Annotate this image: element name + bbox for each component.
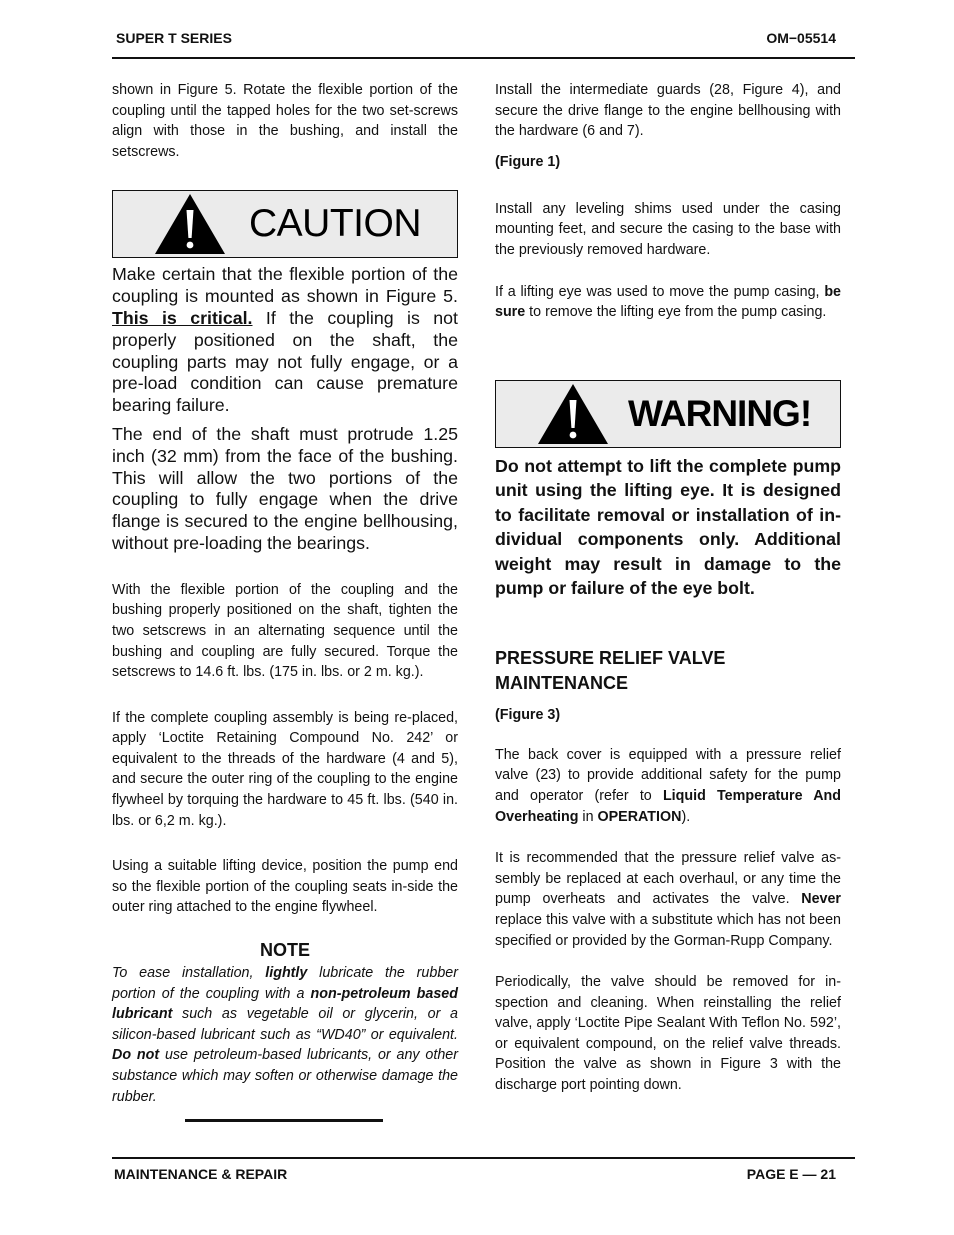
footer-section-title: MAINTENANCE & REPAIR [114,1166,288,1182]
header-rule [112,57,855,59]
paragraph-setscrew-torque: With the flexible portion of the coupling and the bushing properly positioned on the shaft, tighten the two setscrews in an alternating sequence until the bushing and coupling are fully secured. Torque the setscrews to 14.6 ft. lbs. (175 in. lbs. or 2 m. kg.). [112,581,458,681]
note-heading: NOTE [259,940,310,961]
note-text [112,963,458,1107]
valve-replacement-text-a: It is recommended that the pressure relief valve as-sembly be replaced at each overhaul, or any time the pump overheats and activates the valve. [495,850,841,908]
header-document-number: OM−05514 [766,30,836,46]
warning-label: WARNING! [628,392,812,434]
paragraph-coupling-replacement: If the complete coupling assembly is being re-placed, apply ‘Loctite Retaining Compound No. 242’ or equivalent to the threads of the hardware (4 and 5), and secure the outer ring of the coupling to the engine flywheel by torquing the hardware to 45 ft. lbs. (540 in. lbs. or 6,2 m. kg.). [112,709,458,829]
paragraph-valve-inspection: Periodically, the valve should be removed for in-spection and cleaning. When reinstalling the relief valve, apply ‘Loctite Pipe Sealant With Teflon No. 592’, or equivalent compound, on the relief valve threads. Position the valve as shown in Figure 3 with the discharge port pointing down. [495,974,841,1094]
paragraph-intermediate-guards: Install the intermediate guards (28, Figure 4), and secure the drive flange to the engine bellhousing with the hardware (6 and 7). [495,82,841,140]
caution-text-b: If the coupling is not properly positioned on the shaft, the coupling parts may not fully engage, or a pre-load condition can cause premature bearing failure. [112,307,458,416]
paragraph-lifting-device: Using a suitable lifting device, position the pump end so the flexible portion of the coupling seats in-side the outer ring attached to the engine flywheel. [112,858,458,916]
lifting-eye-text-a: If a lifting eye was used to move the pump casing, [495,283,825,300]
header-series-title: SUPER T SERIES [116,30,232,46]
exclamation-triangle-icon [536,382,610,446]
paragraph-setscrew-install: shown in Figure 5. Rotate the flexible portion of the coupling until the tapped holes for the two set-screws align with those in the bushing, and install the setscrews. [112,82,458,160]
left-column [112,80,458,1122]
footer-page-number: PAGE E — 21 [746,1166,836,1182]
warning-banner [495,380,841,448]
section-title-pressure-relief-valve: PRESSURE RELIEF VALVE MAINTENANCE [495,647,726,693]
back-cover-bold-temperature: Liquid Temperature And Overheating [495,787,841,825]
lifting-eye-text-c: to remove the lifting eye from the pump casing. [525,304,827,321]
footer-rule [112,1157,855,1159]
note-end-rule [185,1119,383,1122]
caution-critical-emphasis: This is critical. [112,307,253,328]
note-text-2: lubricate the rubber portion of the coupling with a [112,965,458,1002]
note-bold-lubricant: non-petroleum based lubricant [112,985,458,1023]
valve-replacement-text-c: replace this valve with a substitute which has not been specified or provided by the Gorman-Rupp Company. [495,911,841,949]
paragraph-valve-replacement [495,848,841,951]
note-text-3: such as vegetable oil or glycerin, or a silicon-based lubricant such as “WD40” or equivalent. [112,1006,458,1043]
note-bold-lightly: lightly [265,965,308,982]
back-cover-text-a: The back cover is equipped with a pressure relief valve (23) to provide additional safety for the pump and operator (refer to [495,746,841,804]
figure-reference-1: (Figure 1) [495,153,561,170]
caution-shaft-protrusion-text: The end of the shaft must protrude 1.25 inch (32 mm) from the face of the bushing. This will allow the two portions of the coupling to fully engage when the drive flange is secured to the engine bellhousing, without pre-loading the bearings. [112,423,458,553]
back-cover-bold-operation: OPERATION [597,808,682,825]
note-text-4: use petroleum-based lubricants, or any other substance which may soften or otherwise damage the rubber. [112,1047,458,1105]
back-cover-text-e: ). [681,808,691,825]
note-text-1: To ease installation, [112,965,266,982]
caution-banner [112,190,458,258]
figure-reference-3: (Figure 3) [495,706,561,723]
warning-text: Do not attempt to lift the complete pump unit using the lifting eye. It is designed to facilitate removal or installation of in-dividual components only. Additional weight may result in damage to the pump or failure of the eye bolt. [495,455,841,599]
caution-label: CAUTION [249,202,421,246]
paragraph-lifting-eye [495,282,841,323]
caution-text [112,264,458,417]
caution-text-a: Make certain that the flexible portion of the coupling is mounted as shown in Figure 5. [112,264,458,307]
exclamation-triangle-icon [153,192,227,256]
back-cover-text-c: in [578,808,598,825]
right-column [495,80,841,1096]
lifting-eye-bold-be-sure: be sure [495,283,841,321]
note-bold-do-not: Do not [112,1047,160,1064]
paragraph-leveling-shims: Install any leveling shims used under the casing mounting feet, and secure the casing to the base with the previously removed hardware. [495,200,841,258]
valve-replacement-bold-never: Never [801,891,841,908]
paragraph-back-cover-valve [495,745,841,827]
